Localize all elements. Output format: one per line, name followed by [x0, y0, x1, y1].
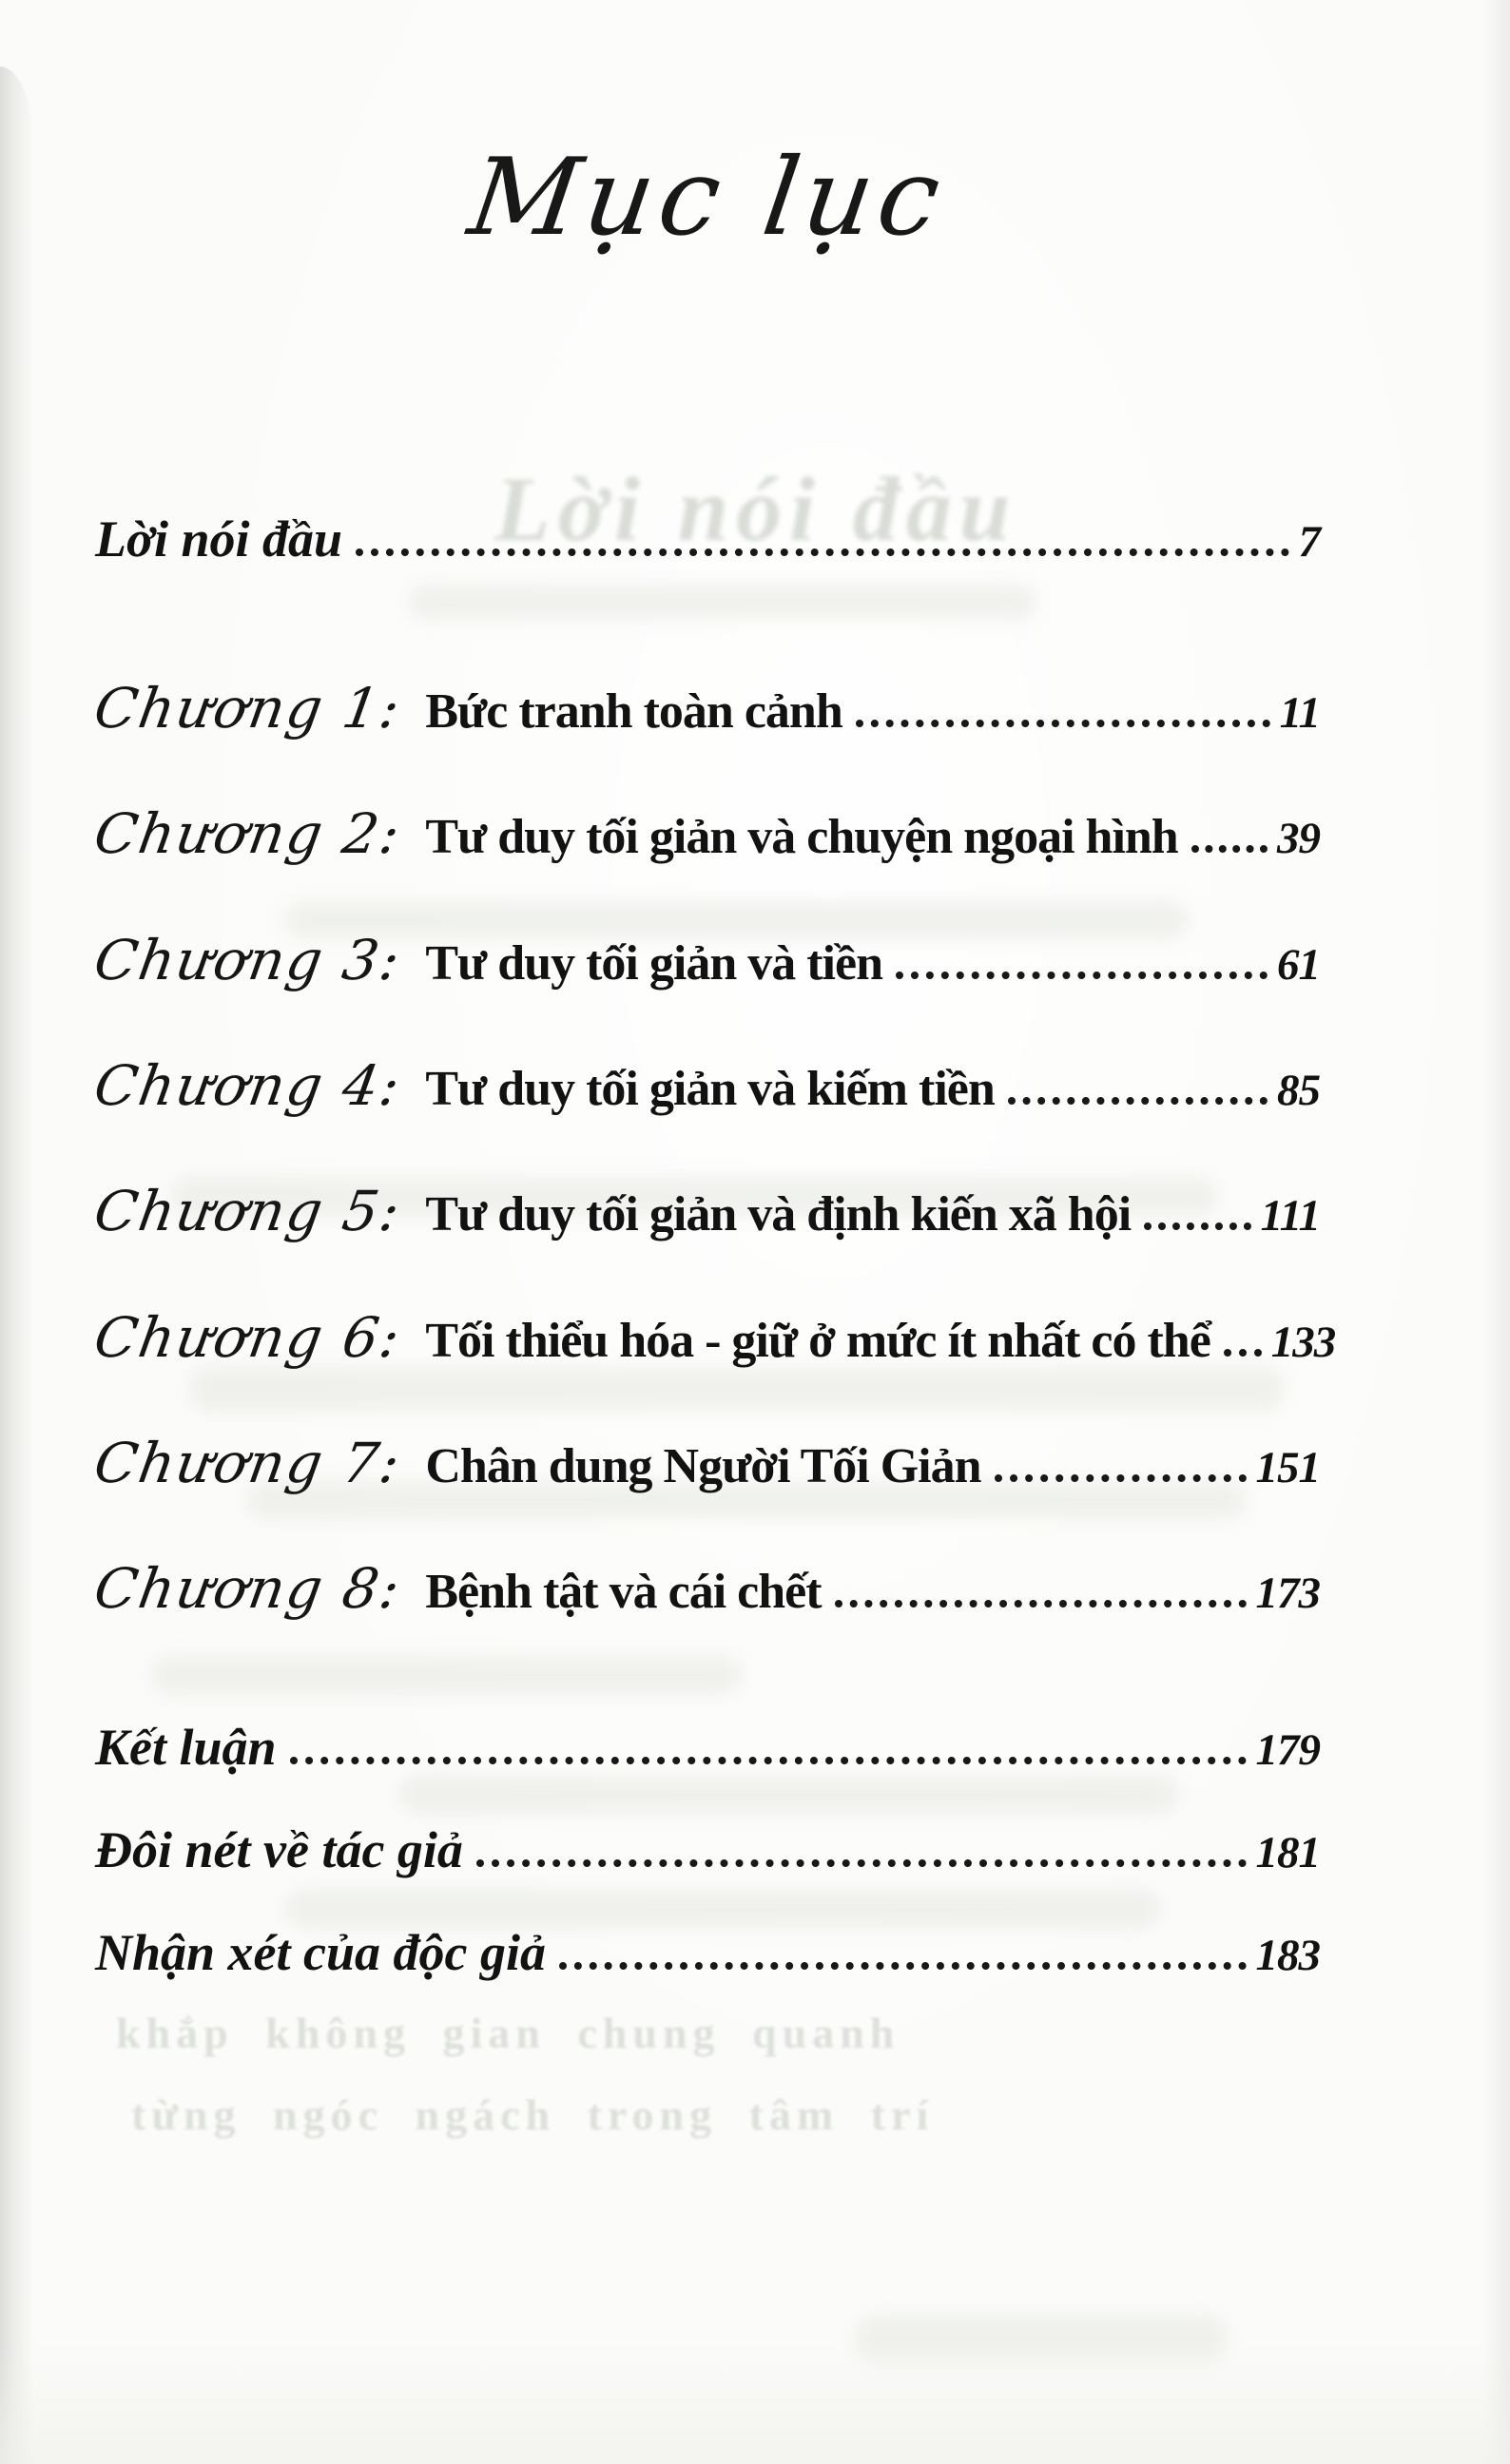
toc-page-number: 183 [1255, 1930, 1320, 1980]
toc-title: Tư duy tối giản và kiếm tiền [425, 1062, 995, 1117]
toc-entry-chapter-8 [89, 1551, 1320, 1626]
toc-entry-about-author [95, 1817, 1320, 1883]
toc-entry-chapter-2 [89, 797, 1320, 871]
toc-chapter-label: Chương 3: [89, 927, 406, 992]
dot-leader [356, 549, 1288, 556]
toc-title: Kết luận [95, 1718, 277, 1776]
dot-leader [1144, 1222, 1250, 1230]
toc-title: Tư duy tối giản và chuyện ngoại hình [425, 810, 1178, 865]
toc-page-number: 181 [1255, 1827, 1320, 1877]
page-title: Mục lục [461, 136, 954, 260]
toc-entry-chapter-1 [89, 671, 1320, 745]
bleedthrough-text-line: từng ngóc ngách trong tâm trí [131, 2090, 935, 2139]
dot-leader [1008, 1097, 1268, 1105]
toc-entry-foreword [95, 506, 1320, 572]
toc-page-number: 133 [1270, 1317, 1336, 1367]
toc-entry-chapter-7 [89, 1426, 1320, 1500]
toc-page-number: 85 [1277, 1066, 1320, 1116]
toc-chapter-label: Chương 5: [89, 1179, 406, 1244]
dot-leader [559, 1962, 1246, 1970]
bleedthrough-heading: Lời nói đầu [494, 458, 1018, 560]
toc-chapter-label: Chương 8: [89, 1556, 406, 1622]
toc-title: Tối thiểu hóa - giữ ở mức ít nhất có thể [425, 1313, 1210, 1368]
toc-chapter-label: Chương 1: [89, 676, 406, 741]
toc-title: Bức tranh toàn cảnh [425, 684, 842, 740]
table-of-contents [89, 506, 1336, 1986]
toc-entry-chapter-3 [89, 923, 1320, 997]
toc-chapter-label: Chương 6: [89, 1304, 406, 1370]
toc-title: Tư duy tối giản và định kiến xã hội [425, 1187, 1132, 1242]
toc-page-number: 39 [1277, 814, 1320, 864]
toc-title: Nhận xét của độc giả [95, 1923, 547, 1981]
toc-entry-conclusion [95, 1714, 1320, 1781]
toc-page-number: 173 [1255, 1569, 1320, 1619]
page-title-wrap [95, 0, 1320, 260]
toc-chapter-label: Chương 2: [89, 801, 406, 867]
toc-title: Bệnh tật và cái chết [425, 1565, 822, 1620]
dot-leader [1224, 1349, 1262, 1357]
toc-title: Lời nói đầu [95, 510, 343, 568]
dot-leader [856, 720, 1270, 727]
toc-chapter-label: Chương 4: [89, 1053, 406, 1119]
toc-entry-chapter-5 [89, 1174, 1320, 1248]
toc-page-number: 7 [1298, 517, 1320, 567]
toc-title: Tư duy tối giản và tiền [425, 935, 882, 991]
dot-leader [476, 1859, 1247, 1867]
dot-leader [1191, 845, 1268, 853]
dot-leader [835, 1600, 1247, 1607]
toc-page-number: 179 [1255, 1724, 1320, 1775]
dot-leader [995, 1474, 1247, 1482]
toc-title: Chân dung Người Tối Giản [425, 1438, 981, 1493]
toc-title: Đôi nét về tác giả [95, 1820, 463, 1878]
toc-chapter-label: Chương 7: [89, 1430, 406, 1495]
dot-leader [290, 1757, 1247, 1764]
toc-entry-chapter-6 [89, 1300, 1336, 1375]
toc-page-number: 61 [1277, 939, 1320, 990]
page-edge-shadow-bottom [0, 2340, 1510, 2464]
toc-page-number: 151 [1255, 1442, 1320, 1492]
toc-page-number: 11 [1279, 688, 1320, 739]
toc-entry-reader-reviews [95, 1919, 1320, 1986]
dot-leader [896, 972, 1268, 979]
toc-page-number: 111 [1260, 1191, 1320, 1242]
bleedthrough-text-line: khắp không gian chung quanh [116, 2009, 900, 2057]
toc-entry-chapter-4 [89, 1049, 1320, 1123]
